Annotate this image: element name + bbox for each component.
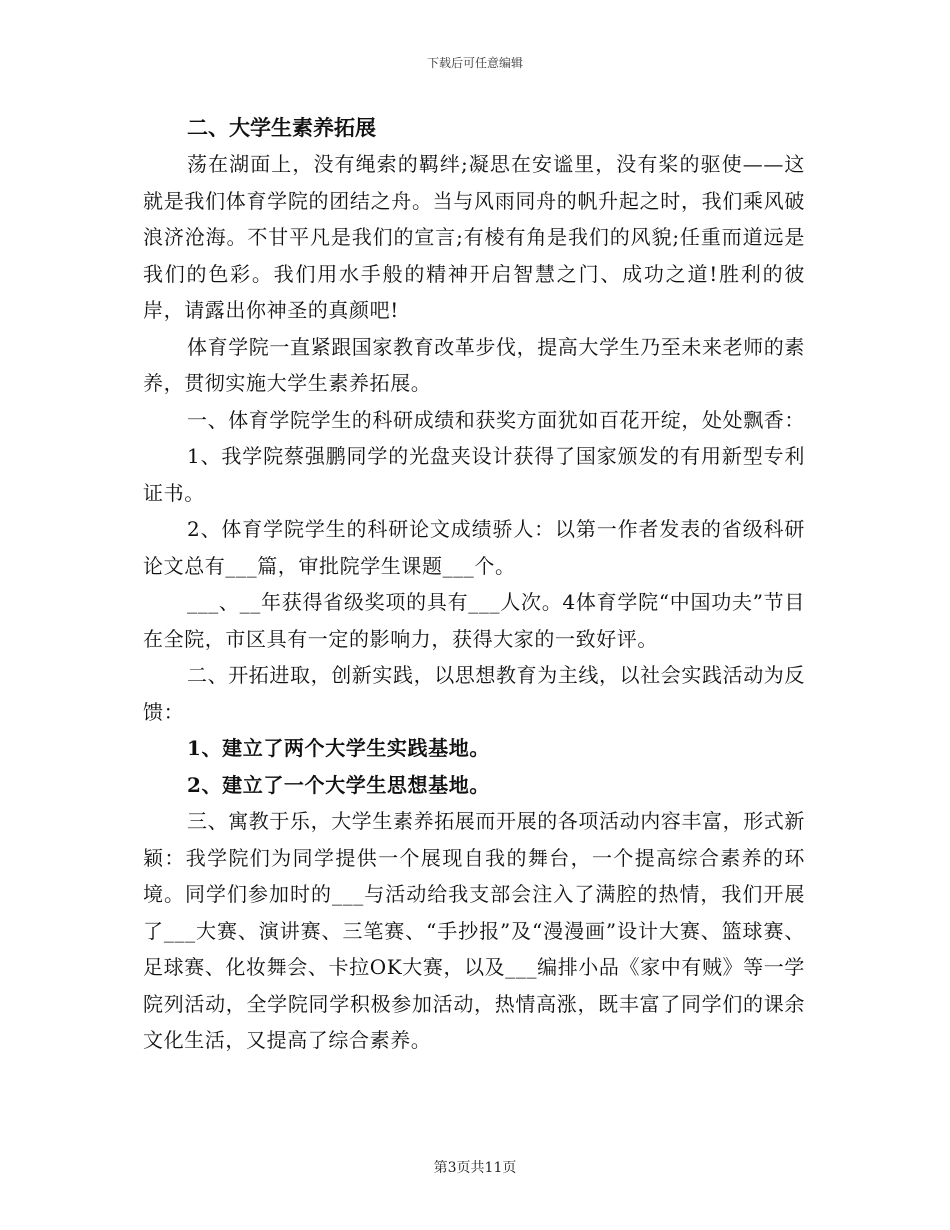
paragraph-papers: 2、体育学院学生的科研论文成绩骄人：以第一作者发表的省级科研论文总有___篇，审批院学生课题___个。 [143, 517, 805, 578]
paragraph-intro: 荡在湖面上，没有绳索的羁绊;凝思在安谧里，没有桨的驱使——这就是我们体育学院的团结之舟。当与风雨同舟的帆升起之时，我们乘风破浪济沧海。不甘平凡是我们的宣言;有棱有角是我们的风貌;任重而道远是我们的色彩。我们用水手般的精神开启智慧之门、成功之道!胜利的彼岸，请露出你神圣的真颜吧! [143, 152, 805, 322]
document-body [143, 110, 805, 1059]
paragraph-patent: 1、我学院蔡强鹏同学的光盘夹设计获得了国家颁发的有用新型专利证书。 [143, 444, 805, 505]
paragraph-research-heading: 一、体育学院学生的科研成绩和获奖方面犹如百花开绽，处处飘香： [187, 407, 805, 432]
paragraph-practice-base: 1、建立了两个大学生实践基地。 [187, 736, 490, 760]
header-note: 下载后可任意编辑 [426, 56, 523, 70]
paragraph-practice-heading: 二、开拓进取，创新实践，以思想教育为主线，以社会实践活动为反馈： [143, 663, 805, 724]
paragraph-reform: 体育学院一直紧跟国家教育改革步伐，提高大学生乃至未来老师的素养，贯彻实施大学生素养拓展。 [143, 334, 805, 395]
paragraph-activities: 三、寓教于乐，大学生素养拓展而开展的各项活动内容丰富，形式新颖：我学院们为同学提供一个展现自我的舞台，一个提高综合素养的环境。同学们参加时的___与活动给我支部会注入了满腔的热情，我们开展了___大赛、演讲赛、三笔赛、“手抄报”及“漫漫画”设计大赛、篮球赛、足球赛、化妆舞会、卡拉OK大赛，以及___编排小品《家中有贼》等一学院列活动，全学院同学积极参加活动，热情高涨，既丰富了同学们的课余文化生活，又提高了综合素养。 [143, 809, 805, 1052]
section-heading: 二、大学生素养拓展 [187, 115, 376, 140]
paragraph-awards: ___、__年获得省级奖项的具有___人次。4体育学院“中国功夫”节目在全院，市区具有一定的影响力，获得大家的一致好评。 [143, 590, 805, 651]
page-number: 第3页共11页 [433, 1160, 517, 1176]
paragraph-thought-base: 2、建立了一个大学生思想基地。 [187, 772, 490, 797]
